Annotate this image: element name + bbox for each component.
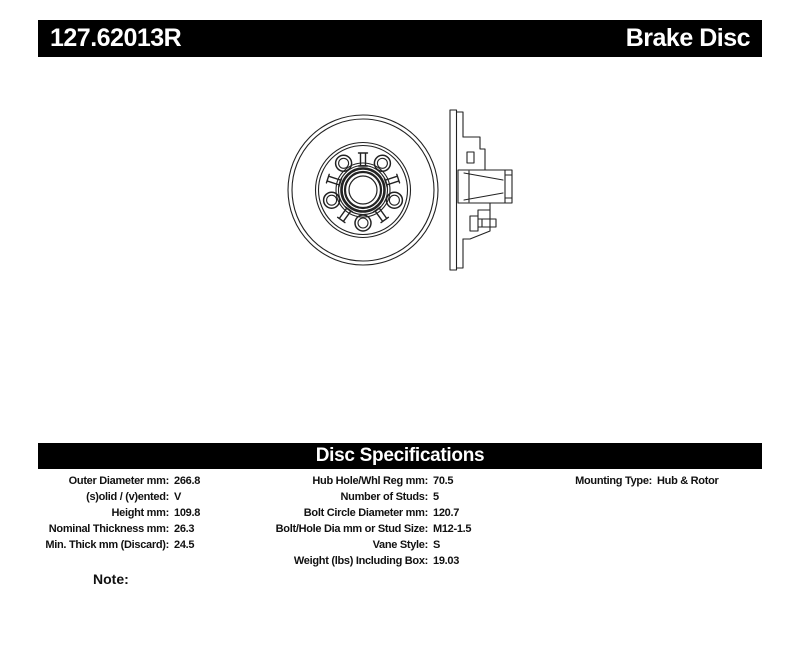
spec-value: V <box>174 491 182 503</box>
spec-column-middle <box>240 473 471 569</box>
spec-label: Mounting Type: <box>575 475 652 487</box>
spec-value: 109.8 <box>174 507 201 519</box>
spec-column-right <box>500 473 718 489</box>
spec-value: 266.8 <box>174 475 201 487</box>
spec-row <box>38 473 200 489</box>
technical-drawing <box>270 95 530 285</box>
spec-row <box>240 537 471 553</box>
brake-disc-side-view-icon <box>450 110 512 270</box>
brake-disc-front-view-icon <box>288 115 438 265</box>
spec-column-left <box>38 473 200 553</box>
spec-row <box>38 505 200 521</box>
spec-row <box>240 505 471 521</box>
spec-row <box>240 489 471 505</box>
spec-row <box>38 537 200 553</box>
spec-label: Weight (lbs) Including Box: <box>293 555 428 567</box>
spec-label: Vane Style: <box>372 539 428 551</box>
spec-label: Outer Diameter mm: <box>68 475 169 487</box>
spec-label: Hub Hole/Whl Reg mm: <box>312 475 428 487</box>
spec-row <box>240 521 471 537</box>
spec-value: 5 <box>433 491 439 503</box>
spec-value: S <box>433 539 441 551</box>
spec-value: Hub & Rotor <box>657 475 719 487</box>
spec-row <box>240 553 471 569</box>
spec-label: Min. Thick mm (Discard): <box>45 539 169 551</box>
spec-section-title: Disc Specifications <box>315 445 485 466</box>
spec-label: Bolt/Hole Dia mm or Stud Size: <box>275 523 428 535</box>
spec-value: 26.3 <box>174 523 195 535</box>
spec-label: (s)olid / (v)ented: <box>86 491 169 503</box>
spec-row <box>240 473 471 489</box>
spec-row <box>500 473 718 489</box>
spec-label: Bolt Circle Diameter mm: <box>303 507 428 519</box>
spec-value: 120.7 <box>433 507 460 519</box>
spec-section-header <box>38 443 762 469</box>
spec-value: 70.5 <box>433 475 454 487</box>
spec-value: M12-1.5 <box>433 523 472 535</box>
note-label: Note: <box>93 571 129 587</box>
spec-label: Number of Studs: <box>340 491 428 503</box>
spec-label: Nominal Thickness mm: <box>48 523 169 535</box>
spec-value: 19.03 <box>433 555 460 567</box>
spec-label: Height mm: <box>111 507 169 519</box>
spec-row <box>38 489 200 505</box>
title-bar <box>38 20 762 57</box>
product-title: Brake Disc <box>625 24 750 52</box>
spec-value: 24.5 <box>174 539 195 551</box>
part-number: 127.62013R <box>50 24 182 52</box>
spec-row <box>38 521 200 537</box>
